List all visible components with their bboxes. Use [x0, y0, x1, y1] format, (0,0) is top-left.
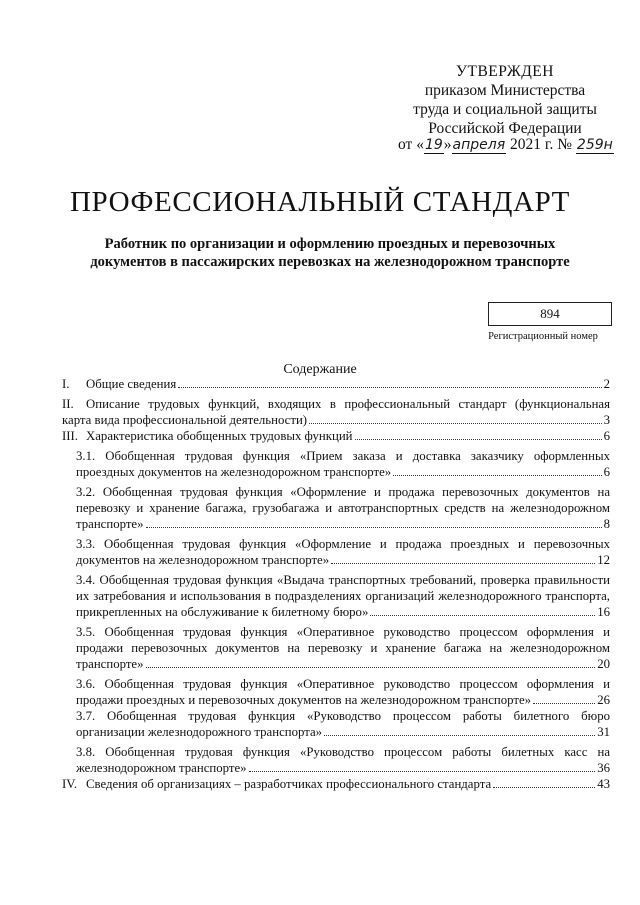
order-from: от «	[398, 136, 424, 153]
toc-text-line-1: 3.4. Обобщенная трудовая функция «Выдача транспортных требований, проверка правильности	[76, 573, 610, 587]
subtitle-line-2: документов в пассажирских перевозках на железнодорожном транспорте	[90, 254, 570, 270]
toc-text-line-2: организации железнодорожного транспорта»	[76, 725, 323, 739]
toc-page: 31	[597, 725, 610, 739]
toc-title: Содержание	[283, 362, 357, 377]
toc-page: 2	[603, 377, 610, 391]
toc-page: 20	[597, 657, 610, 671]
leader-dots	[178, 387, 601, 388]
toc-item-4[interactable]	[62, 776, 610, 792]
toc-text-line-2: перевозку и хранение багажа, грузобагажа и автотранспортных средств на железнодорожном	[76, 501, 610, 515]
toc-item-3-1[interactable]	[76, 448, 610, 480]
toc-item-3-5[interactable]	[76, 624, 610, 672]
toc-text-line-2: проездных документов на железнодорожном транспорте»	[76, 465, 392, 479]
toc-text-line-3: прикрепленных на обслуживание к билетному бюро»	[76, 605, 369, 619]
toc-text-line-2: документов на железнодорожном транспорте»	[76, 553, 330, 567]
order-year: 2021 г. №	[510, 136, 573, 153]
registration-number-box: 894	[488, 302, 612, 326]
toc-page: 16	[597, 605, 610, 619]
toc-item-3-2[interactable]	[76, 484, 610, 532]
leader-dots	[309, 423, 602, 424]
toc-item-3-6[interactable]	[76, 676, 610, 708]
order-line: от «19»апреля 2021 г. № 259н	[398, 136, 613, 153]
toc-text-line-1: 3.5. Обобщенная трудовая функция «Оперативное руководство процессом оформления и	[76, 625, 610, 639]
approval-line-3: Российской Федерации	[428, 120, 582, 137]
leader-dots	[324, 735, 595, 736]
leader-dots	[393, 475, 601, 476]
leader-dots	[533, 703, 595, 704]
toc-text-line-2: карта вида профессиональной деятельности)	[62, 413, 308, 427]
leader-dots	[493, 787, 595, 788]
approval-line-2: труда и социальной защиты	[413, 101, 597, 118]
toc-page: 36	[597, 761, 610, 775]
toc-item-3-3[interactable]	[76, 536, 610, 568]
toc-num: II.	[62, 397, 74, 411]
order-month: апреля	[452, 137, 506, 153]
approval-line-1: приказом Министерства	[424, 82, 586, 99]
toc-text-line-1: 3.7. Обобщенная трудовая функция «Руководство процессом работы билетного бюро	[76, 709, 610, 723]
toc-item-3-7[interactable]	[76, 708, 610, 740]
toc-text-line-1: 3.2. Обобщенная трудовая функция «Оформление и продажа перевозочных документов на	[76, 485, 610, 499]
toc-text: Сведения об организациях – разработчиках профессионального стандарта	[86, 777, 492, 791]
toc-page: 6	[603, 429, 610, 443]
leader-dots	[146, 667, 596, 668]
toc-text-line-2: продажи перевозочных документов на перевозку и хранение багажа на железнодорожном	[76, 641, 610, 655]
leader-dots	[331, 563, 595, 564]
toc-num: IV.	[62, 777, 78, 791]
registration-caption: Регистрационный номер	[488, 331, 598, 342]
toc-item-3[interactable]	[62, 428, 610, 444]
toc-text-line-1: 3.8. Обобщенная трудовая функция «Руководство процессом работы билетных касс на	[76, 745, 610, 759]
toc-text-line-1: 3.6. Обобщенная трудовая функция «Оперативное руководство процессом оформления и	[76, 677, 610, 691]
order-day: 19	[424, 137, 443, 153]
toc-item-2[interactable]	[62, 396, 610, 428]
toc-page: 43	[597, 777, 610, 791]
toc-num: III.	[62, 429, 78, 443]
document-title: ПРОФЕССИОНАЛЬНЫЙ СТАНДАРТ	[70, 186, 570, 218]
toc-text-line-2: продажи проездных и перевозочных документов на железнодорожном транспорте»	[76, 693, 532, 707]
toc-page: 26	[597, 693, 610, 707]
toc-text-line-2: их затребования и использования в подразделениях организаций железнодорожного транспорта,	[76, 589, 610, 603]
leader-dots	[249, 771, 596, 772]
order-number: 259н	[576, 137, 613, 153]
toc-text-line-3: транспорте»	[76, 657, 144, 671]
document-subtitle	[70, 235, 590, 271]
toc-text-line-1: 3.3. Обобщенная трудовая функция «Оформление и продажа проездных и перевозочных	[76, 537, 610, 551]
toc-item-3-4[interactable]	[76, 572, 610, 620]
approval-block	[380, 62, 630, 138]
table-of-contents	[62, 376, 610, 792]
toc-text-line-1: Описание трудовых функций, входящих в профессиональный стандарт (функциональная	[86, 397, 610, 411]
toc-page: 8	[603, 517, 610, 531]
toc-text-line-3: транспорте»	[76, 517, 144, 531]
toc-text: Общие сведения	[86, 377, 177, 391]
toc-page: 12	[597, 553, 610, 567]
toc-num: I.	[62, 377, 70, 391]
toc-text-line-1: 3.1. Обобщенная трудовая функция «Прием заказа и доставка заказчику оформленных	[76, 449, 610, 463]
toc-item-1[interactable]	[62, 376, 610, 392]
toc-page: 6	[603, 465, 610, 479]
leader-dots	[370, 615, 595, 616]
toc-item-3-8[interactable]	[76, 744, 610, 776]
subtitle-line-1: Работник по организации и оформлению проездных и перевозочных	[104, 236, 556, 252]
toc-page: 3	[603, 413, 610, 427]
leader-dots	[146, 527, 602, 528]
approval-title: УТВЕРЖДЕН	[456, 63, 554, 80]
toc-text-line-2: железнодорожном транспорте»	[76, 761, 247, 775]
leader-dots	[355, 439, 602, 440]
toc-text: Характеристика обобщенных трудовых функций	[86, 429, 353, 443]
